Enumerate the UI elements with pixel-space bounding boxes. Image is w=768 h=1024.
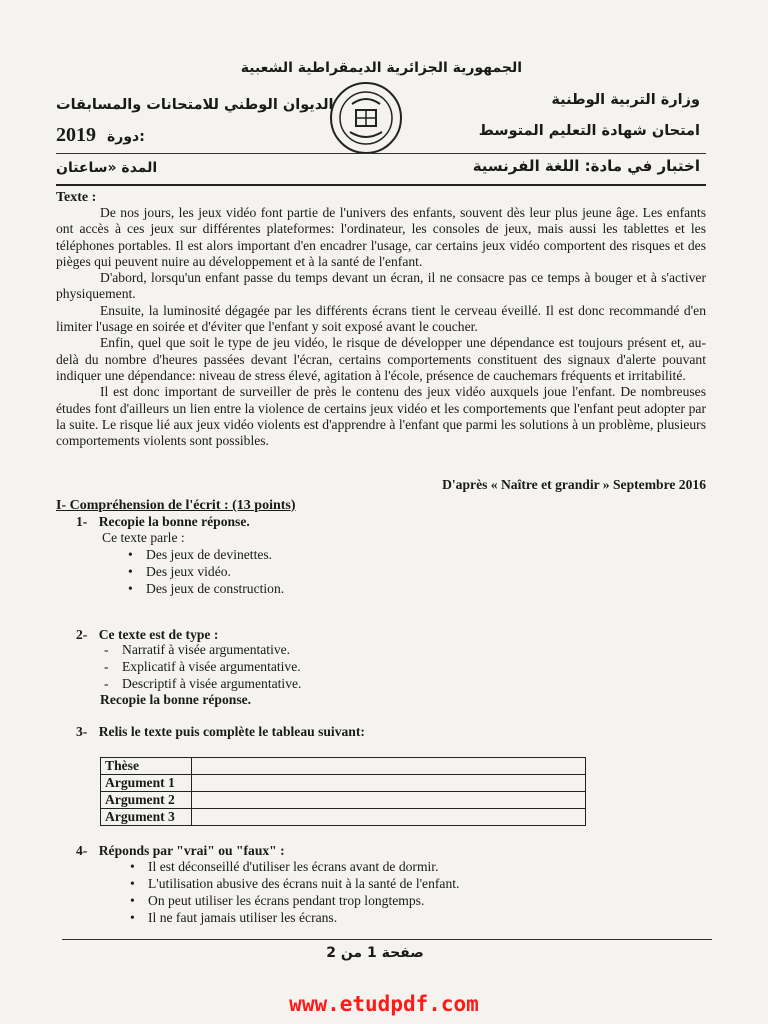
question-2-options (100, 642, 301, 693)
option-item: - Descriptif à visée argumentative. (100, 676, 301, 693)
exam-title: امتحان شهادة التعليم المتوسط (478, 123, 700, 139)
paragraph-1: De nos jours, les jeux vidéo font partie de l'univers des enfants, souvent dès leur plus jeune âge. Les enfants ont accès à ces jeux sur différentes plateformes: l'ordinateur, les consoles de jeux, mais aussi les tablettes et les téléphones portables. Il est alors important d'en encadrer l'usage, car certains jeux vidéo comportent des risques et des pièges qui peuvent nuire au développement et à la santé de l'enfant. (56, 205, 706, 269)
question-1-number: 1- (76, 514, 88, 529)
footer-divider (62, 939, 712, 940)
header-divider-top (56, 153, 706, 154)
website-link[interactable]: www.etudpdf.com (289, 992, 479, 1016)
paragraph-4: Enfin, quel que soit le type de jeu vidéo, le risque de développer une dépendance est toujours présent et, au-delà du nombre d'heures passées devant l'écran, certains comportements constituent des signaux d'alerte pouvant indiquer une dépendance: niveau de stress élevé, agitation à l'école, présence de cauchemars fréquents et irritabilité. (56, 335, 706, 383)
subject-title: اختبار في مادة: اللغة الفرنسية (472, 157, 700, 175)
paragraph-5: Il est donc important de surveiller de près le contenu des jeux vidéo auxquels joue l'enfant. De nombreuses études font d'ailleurs un lien entre la violence de certains jeux vidéo et les comportements que l'enfant peut adopter par la suite. Le risque lié aux jeux vidéo violents est d'apprendre à l'enfant que parmi les solutions à un problème, plusieurs comportements violents sont possibles. (56, 384, 706, 449)
question-3-number: 3- (76, 724, 88, 739)
answer-cell[interactable] (192, 809, 586, 826)
reading-text (56, 205, 706, 449)
question-2-footer: Recopie la bonne réponse. (100, 692, 252, 707)
answer-cell[interactable] (192, 775, 586, 792)
answer-cell[interactable] (192, 792, 586, 809)
table-row-label: Argument 2 (101, 792, 192, 809)
table-row-label: Argument 3 (101, 809, 192, 826)
question-1-options (124, 547, 284, 598)
statement-item: • L'utilisation abusive des écrans nuit à la santé de l'enfant. (126, 876, 459, 893)
option-item: - Narratif à visée argumentative. (100, 642, 301, 659)
section-title: I- Compréhension de l'écrit : (13 points) (56, 498, 296, 513)
text-label: Texte : (56, 190, 97, 205)
logo-emblem (330, 82, 402, 154)
table-row-label: Thèse (101, 758, 192, 775)
question-4-statements (126, 859, 459, 927)
option-item: - Explicatif à visée argumentative. (100, 659, 301, 676)
argument-table (100, 757, 586, 826)
question-4 (76, 843, 285, 859)
option-item: • Des jeux de construction. (124, 581, 284, 598)
question-4-instruction: Réponds par "vrai" ou "faux" : (98, 843, 285, 858)
table-row (101, 775, 586, 792)
option-item: • Des jeux de devinettes. (124, 547, 284, 564)
exam-office-name: الديوان الوطني للامتحانات والمسابقات (56, 97, 334, 113)
question-1-stem: Ce texte parle : (102, 530, 185, 545)
text-source: D'après « Naître et grandir » Septembre 2016 (442, 477, 706, 492)
duration: المدة «ساعتان (56, 160, 158, 176)
table-row (101, 758, 586, 775)
option-item: • Des jeux vidéo. (124, 564, 284, 581)
session (56, 124, 145, 147)
statement-item: • Il ne faut jamais utiliser les écrans. (126, 910, 459, 927)
table-row-label: Argument 1 (101, 775, 192, 792)
question-3-instruction: Relis le texte puis complète le tableau suivant: (98, 724, 365, 739)
statement-item: • On peut utiliser les écrans pendant trop longtemps. (126, 893, 459, 910)
question-3 (76, 724, 365, 740)
question-1 (76, 514, 250, 530)
session-label: دورة: (107, 129, 145, 145)
ministry-name: وزارة التربية الوطنية (551, 92, 700, 108)
question-4-number: 4- (76, 843, 88, 858)
table-row (101, 809, 586, 826)
page-number: صفحة 1 من 2 (326, 945, 424, 961)
session-year: 2019 (56, 124, 96, 146)
question-2-number: 2- (76, 627, 88, 642)
answer-cell[interactable] (192, 758, 586, 775)
paragraph-3: Ensuite, la luminosité dégagée par les différents écrans tient le cerveau éveillé. Il est donc recommandé d'en limiter l'usage en soirée et d'éviter que l'enfant y soit exposé avant le coucher. (56, 302, 706, 335)
republic-title: الجمهورية الجزائرية الديمقراطية الشعبية (240, 60, 522, 76)
question-2 (76, 627, 218, 643)
statement-item: • Il est déconseillé d'utiliser les écrans avant de dormir. (126, 859, 459, 876)
header-divider-bottom (56, 184, 706, 186)
table-row (101, 792, 586, 809)
question-2-instruction: Ce texte est de type : (98, 627, 219, 642)
paragraph-2: D'abord, lorsqu'un enfant passe du temps devant un écran, il ne consacre pas ce temps à bouger et à s'activer physiquement. (56, 270, 706, 302)
question-1-instruction: Recopie la bonne réponse. (98, 514, 250, 529)
